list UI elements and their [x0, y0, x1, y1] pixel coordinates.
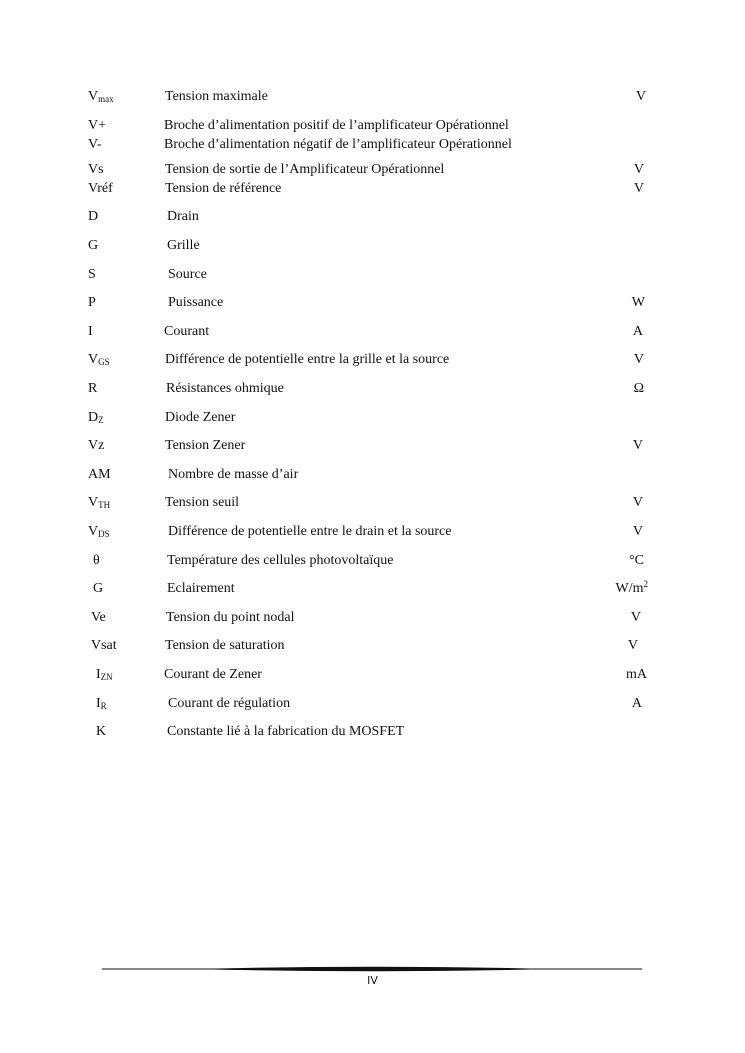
unit-main: Ω	[633, 381, 644, 396]
symbol-row	[0, 580, 745, 598]
unit-main: V	[627, 638, 638, 653]
symbol	[88, 351, 110, 369]
symbol	[91, 609, 106, 627]
symbol-unit	[634, 380, 644, 398]
symbol-row	[0, 695, 745, 713]
symbol-row	[0, 180, 745, 198]
symbol-row	[0, 552, 745, 570]
symbol-main: θ	[93, 553, 100, 568]
symbol-main: V	[88, 89, 99, 104]
symbol-row	[0, 266, 745, 284]
symbol	[88, 237, 98, 255]
symbol-row	[0, 666, 745, 684]
symbol-description: Tension Zener	[165, 438, 246, 453]
unit-main: V	[633, 162, 644, 177]
symbol-description: Nombre de masse d’air	[168, 467, 299, 482]
symbol-subscript: ZN	[100, 672, 113, 682]
symbol-main: Vsat	[91, 638, 117, 653]
symbol-row	[0, 161, 745, 179]
symbol-unit	[631, 609, 641, 627]
symbol-subscript: DS	[98, 529, 110, 539]
symbol-description: Tension maximale	[165, 89, 268, 104]
symbol-unit	[634, 161, 644, 179]
symbol	[91, 637, 117, 655]
symbol-main: Vréf	[88, 181, 113, 196]
symbol-main: V	[88, 524, 99, 539]
unit-main: A	[631, 696, 642, 711]
symbol-description: Courant de régulation	[168, 696, 291, 711]
symbol-subscript: TH	[98, 500, 111, 510]
unit-main: V	[633, 181, 644, 196]
symbol-main: Vz	[88, 438, 105, 453]
symbol	[93, 580, 103, 598]
symbol-row	[0, 609, 745, 627]
symbol	[88, 323, 93, 341]
symbol-description: Source	[168, 267, 207, 282]
symbol-main: I	[96, 667, 101, 682]
unit-main: V	[630, 610, 641, 625]
symbol-main: V-	[88, 137, 102, 152]
unit-main: A	[632, 324, 643, 339]
symbol-row	[0, 494, 745, 512]
symbol-unit	[616, 580, 649, 598]
symbol	[88, 161, 104, 179]
symbol-main: I	[96, 696, 101, 711]
symbol-main: Vs	[88, 162, 104, 177]
symbol-description: Tension du point nodal	[166, 610, 295, 625]
unit-superscript: 2	[643, 579, 648, 589]
symbol-unit	[629, 552, 644, 570]
unit-main: V	[632, 524, 643, 539]
symbol	[88, 266, 96, 284]
symbol	[88, 208, 98, 226]
symbol	[88, 294, 96, 312]
symbol-row	[0, 637, 745, 655]
symbol-row	[0, 136, 745, 154]
symbol-row	[0, 351, 745, 369]
symbol-main: AM	[88, 467, 111, 482]
symbol-unit	[634, 351, 644, 369]
symbol	[88, 437, 104, 455]
page-number: IV	[367, 974, 378, 987]
symbol-description: Tension de saturation	[165, 638, 285, 653]
symbol-main: I	[88, 324, 93, 339]
symbol-row	[0, 409, 745, 427]
symbol-unit	[634, 180, 644, 198]
symbol-description: Puissance	[168, 295, 224, 310]
symbol-unit	[632, 294, 645, 312]
symbol-unit	[628, 637, 638, 655]
symbol-description: Température des cellules photovoltaïque	[167, 553, 394, 568]
symbol-description: Broche d’alimentation positif de l’amplificateur Opérationnel	[164, 118, 509, 133]
unit-main: mA	[626, 667, 647, 682]
symbol	[88, 88, 114, 106]
symbol-description: Tension de référence	[165, 181, 282, 196]
symbol-row	[0, 237, 745, 255]
symbol-row	[0, 723, 745, 741]
symbol-row	[0, 523, 745, 541]
symbol	[88, 380, 97, 398]
symbol-description: Constante lié à la fabrication du MOSFET	[167, 724, 405, 739]
symbol-main: V+	[88, 118, 107, 133]
symbol-description: Différence de potentielle entre la grille et la source	[165, 352, 450, 367]
symbol	[88, 180, 113, 198]
symbol-unit	[633, 494, 643, 512]
symbol-unit	[632, 695, 642, 713]
symbol-main: P	[88, 295, 96, 310]
symbol	[96, 695, 107, 713]
symbol-main: S	[88, 267, 96, 282]
symbol-main: Ve	[91, 610, 106, 625]
symbol	[88, 117, 106, 135]
symbol-unit	[633, 323, 643, 341]
symbol-main: V	[88, 495, 99, 510]
symbol-main: V	[88, 352, 99, 367]
symbol-main: D	[88, 410, 99, 425]
symbol-row	[0, 380, 745, 398]
symbol-row	[0, 437, 745, 455]
symbol-description: Grille	[167, 238, 200, 253]
symbol-description: Résistances ohmique	[166, 381, 284, 396]
symbol-unit	[626, 666, 647, 684]
symbol-main: R	[88, 381, 98, 396]
symbol-row	[0, 88, 745, 106]
unit-main: V	[632, 438, 643, 453]
unit-main: W	[631, 295, 645, 310]
symbol-description: Diode Zener	[165, 410, 236, 425]
symbol-description: Courant de Zener	[164, 667, 262, 682]
symbol	[93, 552, 100, 570]
unit-main: °C	[629, 553, 644, 568]
symbol-main: G	[93, 581, 104, 596]
symbol-unit	[636, 88, 646, 106]
symbol	[88, 466, 111, 484]
symbol	[88, 523, 110, 541]
unit-main: W/m	[615, 581, 644, 596]
footer-rule	[102, 966, 642, 972]
symbol	[88, 136, 102, 154]
symbol-row	[0, 117, 745, 135]
symbol	[96, 723, 106, 741]
symbol-description: Drain	[167, 209, 199, 224]
symbol-subscript: R	[100, 701, 107, 711]
unit-main: V	[633, 352, 644, 367]
symbol-unit	[633, 437, 643, 455]
symbol-subscript: GS	[98, 357, 110, 367]
unit-main: V	[635, 89, 646, 104]
symbol-main: D	[88, 209, 99, 224]
symbol-row	[0, 208, 745, 226]
symbol-description: Tension de sortie de l’Amplificateur Opérationnel	[165, 162, 445, 177]
symbol-row	[0, 466, 745, 484]
symbol-description: Différence de potentielle entre le drain et la source	[168, 524, 452, 539]
symbol-subscript: Z	[98, 415, 104, 425]
symbol-main: K	[96, 724, 107, 739]
symbol-subscript: max	[98, 94, 114, 104]
symbol	[96, 666, 113, 684]
symbol-description: Tension seuil	[165, 495, 240, 510]
symbol-description: Broche d’alimentation négatif de l’amplificateur Opérationnel	[164, 137, 512, 152]
symbol-row	[0, 294, 745, 312]
unit-main: V	[632, 495, 643, 510]
symbol-main: G	[88, 238, 99, 253]
symbol	[88, 409, 104, 427]
symbol-unit	[633, 523, 643, 541]
symbol	[88, 494, 110, 512]
symbol-description: Courant	[164, 324, 210, 339]
symbol-description: Eclairement	[167, 581, 235, 596]
symbol-row	[0, 323, 745, 341]
